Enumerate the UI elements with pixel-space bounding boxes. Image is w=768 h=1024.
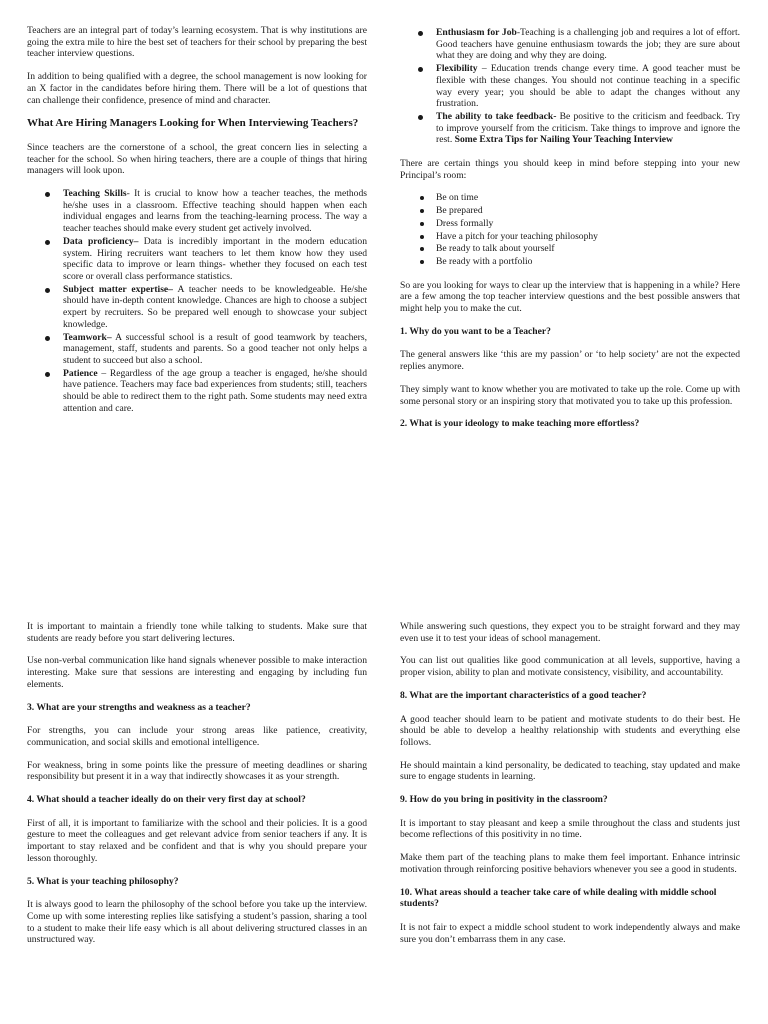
page1-left-column bbox=[27, 25, 367, 426]
list-item: Be ready with a portfolio bbox=[400, 256, 740, 268]
question-heading: 3. What are your strengths and weakness as a teacher? bbox=[27, 701, 251, 713]
tips-intro: There are certain things you should keep in mind before stepping into your new Principal’s room: bbox=[400, 158, 740, 181]
question-heading: 10. What areas should a teacher take care of while dealing with middle school students? bbox=[400, 886, 717, 910]
section-paragraph: Since teachers are the cornerstone of a school, the great concern lies in selecting a teacher for the school. So when hiring teachers, there are a couple of things that hiring managers will look upon. bbox=[27, 141, 367, 177]
answer-paragraph: First of all, it is important to familiarize with the school and their policies. It is a good gesture to meet the colleagues and get relevant advice from senior teachers if any. It is important to stay relaxed and be confident and that is why you should prepare your lesson thoroughly. bbox=[27, 817, 367, 864]
answer-paragraph: It is not fair to expect a middle school student to work independently always and make sure you don’t embarrass them in any case. bbox=[400, 921, 740, 945]
tips-list bbox=[400, 192, 740, 267]
page2-left-column bbox=[27, 621, 367, 957]
criterion-text: – Education trends change every time. A good teacher must be flexible with these changes. You should not continue teaching in a specific way every year; you should be able to adapt the changes without any frustration. bbox=[436, 63, 740, 110]
criterion-text: A successful school is a result of good teamwork by teachers, management, staff, students and parents. So a good teacher not only helps a student to succeed but also a school. bbox=[63, 331, 367, 366]
answer-paragraph: Use non-verbal communication like hand signals whenever possible to make interaction interesting. Make sure that sessions are interesting and engaging by including fun elements. bbox=[27, 655, 367, 690]
answer-paragraph: Make them part of the teaching plans to make them feel important. Enhance intrinsic motivation through reinforcing positive behaviors whenever you see a good in students. bbox=[400, 852, 740, 875]
criterion-term: The ability to take feedback- bbox=[436, 110, 557, 122]
criterion-term: Patience bbox=[63, 367, 98, 379]
questions-intro: So are you looking for ways to clear up the interview that is happening in a while? Here are a few among the top teacher interview questions and the best possible answers that might help you to make the cut. bbox=[400, 279, 740, 315]
answer-paragraph: They simply want to know whether you are motivated to take up the role. Come up with some personal story or an inspiring story that motivated you to take up this profession. bbox=[400, 383, 740, 407]
list-item: Be on time bbox=[400, 192, 740, 204]
question-heading: 4. What should a teacher ideally do on their very first day at school? bbox=[27, 794, 306, 806]
criterion-text: -Teaching is a challenging job and requires a lot of effort. Good teachers have genuine enthusiasm towards the job; they are sure about what they are doing and why they are doing. bbox=[436, 27, 741, 62]
page2-right-column bbox=[400, 621, 740, 956]
list-item bbox=[27, 332, 367, 367]
answer-paragraph: You can list out qualities like good communication at all levels, supportive, having a proper vision, ability to plan and motivate consistency, visibility, and accountability. bbox=[400, 655, 740, 679]
criterion-text: Be positive to the criticism and feedback. Try to improve yourself from the criticism. Take things to improve and ignore the rest. bbox=[436, 110, 740, 146]
list-item bbox=[27, 236, 367, 283]
question-heading: 9. How do you bring in positivity in the classroom? bbox=[400, 794, 608, 806]
section-heading: What Are Hiring Managers Looking for When Interviewing Teachers? bbox=[27, 117, 359, 130]
answer-paragraph: The general answers like ‘this are my passion’ or ‘to help society’ are not the expected replies anymore. bbox=[400, 349, 740, 373]
criteria-list bbox=[27, 188, 367, 414]
list-item: Be prepared bbox=[400, 205, 740, 217]
list-item: Have a pitch for your teaching philosophy bbox=[400, 231, 740, 243]
list-item bbox=[400, 27, 740, 62]
criteria-list-continued bbox=[400, 27, 740, 146]
list-item bbox=[27, 188, 367, 235]
answer-paragraph: He should maintain a kind personality, be dedicated to teaching, stay updated and make sure to engage students in learning. bbox=[400, 759, 740, 783]
answer-paragraph: It is important to maintain a friendly tone while talking to students. Make sure that students are ready before you start delivering lectures. bbox=[27, 621, 367, 644]
question-heading: 5. What is your teaching philosophy? bbox=[27, 875, 179, 887]
list-item bbox=[400, 111, 740, 146]
question-heading: 2. What is your ideology to make teaching more effortless? bbox=[400, 418, 640, 430]
question-heading: 1. Why do you want to be a Teacher? bbox=[400, 325, 551, 337]
criterion-term: Flexibility bbox=[436, 63, 478, 75]
list-item: Be ready to talk about yourself bbox=[400, 243, 740, 255]
criterion-text: Data is incredibly important in the modern education system. Hiring recruiters want teachers to let them know how they used specific data to improve or learn things- whether they focused on each test score or overall class performance statistics. bbox=[63, 235, 368, 282]
page1-right-column bbox=[400, 27, 740, 442]
answer-paragraph: While answering such questions, they expect you to be straight forward and they may even use it to test your ideas of school management. bbox=[400, 621, 740, 644]
answer-paragraph: A good teacher should learn to be patient and motivate students to do their best. He should be able to develop a healthy relationship with students and everything else follows. bbox=[400, 713, 740, 748]
answer-paragraph: It is always good to learn the philosophy of the school before you take up the interview. Come up with some interesting replies like satisfying a student’s passion, sharing a tool to a student to make their life easy which is all about delivering structured classes in an unstructured way. bbox=[27, 899, 367, 946]
criterion-text: – Regardless of the age group a teacher is engaged, he/she should have patience. Teachers may face bad experiences from students; still, teachers should be able to redirect them to the right path. Some students may need extra attention and care. bbox=[63, 367, 367, 414]
list-item bbox=[400, 63, 740, 110]
criterion-term: Teaching Skills bbox=[63, 188, 127, 200]
criterion-text: - It is crucial to know how a teacher teaches, the methods he/she uses in a classroom. Effective teaching should happen when each individual engages and learns from the teaching-learning process. The way a teacher teaches should make every student get actively involved. bbox=[63, 188, 368, 235]
answer-paragraph: It is important to stay pleasant and keep a smile throughout the class and students just become reflections of this positivity in no time. bbox=[400, 817, 740, 841]
criterion-term: Data proficiency– bbox=[63, 235, 139, 247]
criterion-term: Teamwork– bbox=[63, 331, 112, 343]
intro-paragraph-1: Teachers are an integral part of today’s learning ecosystem. That is why institutions are going the extra mile to hire the best set of teachers for their school by preparing the best teacher interview questions. bbox=[27, 25, 367, 60]
list-item: Dress formally bbox=[400, 218, 740, 230]
criterion-text: A teacher needs to be knowledgeable. He/she should have in-depth content knowledge. Chances are high to choose a subject expert by recruiters. So be prepared well enough to showcase your subject knowledge. bbox=[63, 283, 367, 330]
answer-paragraph: For strengths, you can include your strong areas like patience, creativity, communication, and social skills and emotional intelligence. bbox=[27, 725, 367, 748]
criterion-term: Enthusiasm for Job bbox=[436, 27, 517, 38]
list-item bbox=[27, 368, 367, 415]
criterion-term: Subject matter expertise– bbox=[63, 283, 173, 295]
list-item bbox=[27, 284, 367, 331]
answer-paragraph: For weakness, bring in some points like the pressure of meeting deadlines or sharing responsibility but present it in a way that indirectly showcases it as your strength. bbox=[27, 759, 367, 783]
intro-paragraph-2: In addition to being qualified with a degree, the school management is now looking for an X factor in the candidates before hiring them. There will be a lot of questions that can challenge their confidence, presence of mind and character. bbox=[27, 71, 367, 106]
question-heading: 8. What are the important characteristics of a good teacher? bbox=[400, 689, 647, 701]
tips-heading: Some Extra Tips for Nailing Your Teaching Interview bbox=[454, 134, 673, 146]
